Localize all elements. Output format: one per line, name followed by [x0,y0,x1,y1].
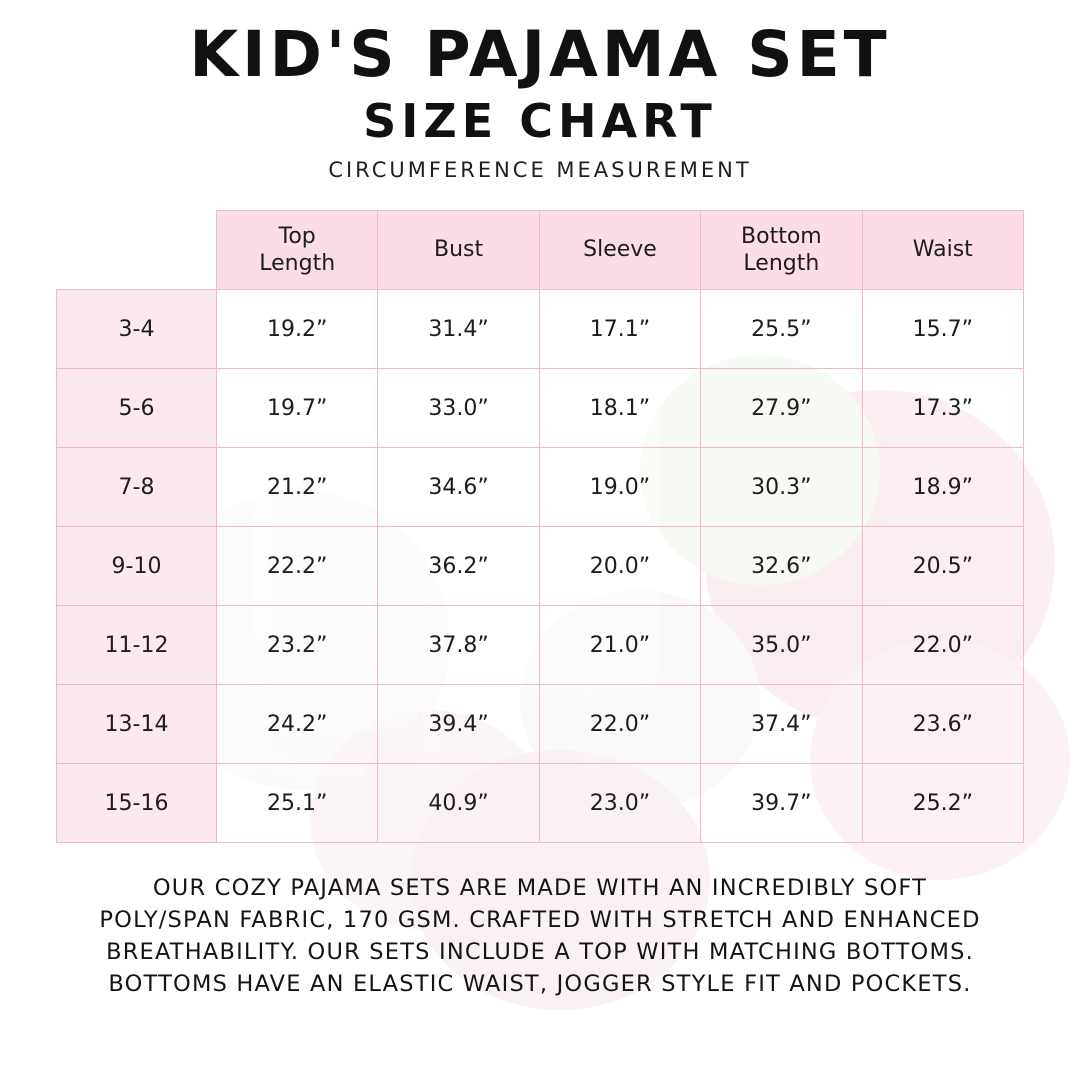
column-header-line2: Length [743,251,820,277]
table-corner-cell [57,211,217,290]
cell-bust: 40.9” [378,764,539,843]
column-header-sleeve [539,211,700,290]
cell-bottom-length: 37.4” [701,685,862,764]
cell-top-length: 19.7” [217,369,378,448]
fabric-description [0,873,1080,1001]
cell-top-length: 24.2” [217,685,378,764]
page-header [0,0,1080,182]
column-header-line1: Bust [434,237,484,263]
cell-bust: 39.4” [378,685,539,764]
row-size-label: 3-4 [57,290,217,369]
table-row [57,685,1024,764]
table-header-row [57,211,1024,290]
cell-bottom-length: 39.7” [701,764,862,843]
row-size-label: 15-16 [57,764,217,843]
cell-bust: 36.2” [378,527,539,606]
cell-sleeve: 23.0” [539,764,700,843]
cell-top-length: 25.1” [217,764,378,843]
column-header-line1: Waist [912,237,973,263]
row-size-label: 5-6 [57,369,217,448]
cell-waist: 18.9” [862,448,1023,527]
size-chart-container [56,210,1024,843]
column-header-waist [862,211,1023,290]
cell-top-length: 22.2” [217,527,378,606]
table-row [57,290,1024,369]
row-size-label: 9-10 [57,527,217,606]
table-row [57,448,1024,527]
cell-bust: 31.4” [378,290,539,369]
cell-bottom-length: 25.5” [701,290,862,369]
cell-waist: 23.6” [862,685,1023,764]
cell-waist: 15.7” [862,290,1023,369]
description-line: BREATHABILITY. OUR SETS INCLUDE A TOP WITH MATCHING BOTTOMS. [106,939,974,966]
cell-bust: 33.0” [378,369,539,448]
row-size-label: 7-8 [57,448,217,527]
cell-sleeve: 17.1” [539,290,700,369]
column-header-line1: Bottom [741,223,822,249]
measurement-note: CIRCUMFERENCE MEASUREMENT [328,158,752,183]
column-header-top-length [217,211,378,290]
cell-bust: 34.6” [378,448,539,527]
table-row [57,527,1024,606]
cell-sleeve: 18.1” [539,369,700,448]
cell-bottom-length: 30.3” [701,448,862,527]
cell-waist: 25.2” [862,764,1023,843]
table-row [57,606,1024,685]
cell-top-length: 21.2” [217,448,378,527]
cell-sleeve: 20.0” [539,527,700,606]
description-line: POLY/SPAN FABRIC, 170 GSM. CRAFTED WITH STRETCH AND ENHANCED [99,907,981,934]
cell-sleeve: 19.0” [539,448,700,527]
cell-sleeve: 21.0” [539,606,700,685]
column-header-bust [378,211,539,290]
cell-waist: 17.3” [862,369,1023,448]
table-body [57,290,1024,843]
description-line: BOTTOMS HAVE AN ELASTIC WAIST, JOGGER STYLE FIT AND POCKETS. [108,970,972,997]
table-row [57,764,1024,843]
cell-waist: 20.5” [862,527,1023,606]
cell-bottom-length: 35.0” [701,606,862,685]
cell-top-length: 23.2” [217,606,378,685]
cell-bottom-length: 27.9” [701,369,862,448]
column-header-bottom-length [701,211,862,290]
row-size-label: 13-14 [57,685,217,764]
column-header-line2: Length [259,251,336,277]
table-row [57,369,1024,448]
cell-bottom-length: 32.6” [701,527,862,606]
page-title: KID'S PAJAMA SET [189,18,891,91]
cell-sleeve: 22.0” [539,685,700,764]
page-subtitle: SIZE CHART [363,94,717,149]
description-line: OUR COZY PAJAMA SETS ARE MADE WITH AN INCREDIBLY SOFT [152,875,928,902]
cell-bust: 37.8” [378,606,539,685]
cell-top-length: 19.2” [217,290,378,369]
column-header-line1: Sleeve [583,237,657,263]
size-chart-table [56,210,1024,843]
cell-waist: 22.0” [862,606,1023,685]
row-size-label: 11-12 [57,606,217,685]
column-header-line1: Top [278,223,316,249]
